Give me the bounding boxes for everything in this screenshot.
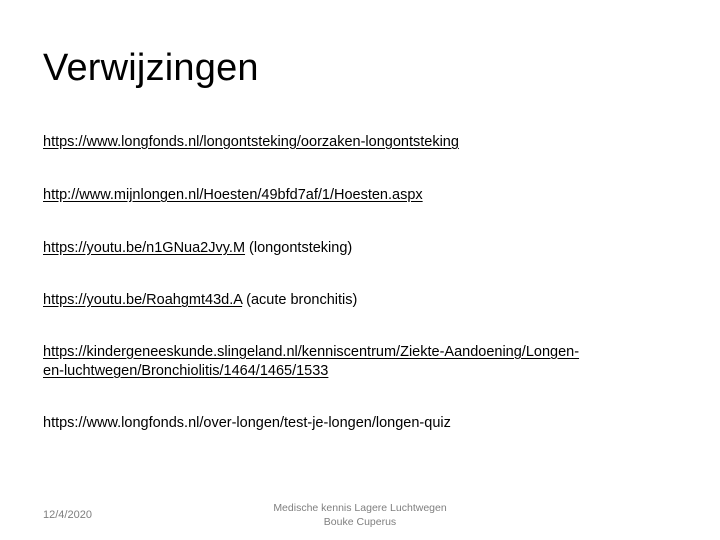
slide-title: Verwijzingen: [43, 47, 259, 89]
reference-note-4: (acute bronchitis): [242, 292, 358, 308]
footer-line-1: Medische kennis Lagere Luchtwegen: [273, 502, 447, 514]
reference-link-3[interactable]: https://youtu.be/n1GNua2Jvy.M: [43, 240, 246, 256]
footer-date: 12/4/2020: [43, 509, 92, 521]
reference-link-1[interactable]: https://www.longfonds.nl/longontsteking/oorzaken-longontsteking: [43, 134, 459, 150]
footer-center: [250, 501, 470, 529]
reference-item-3: [43, 239, 683, 258]
reference-note-3: (longontsteking): [245, 240, 353, 256]
reference-link-5-line-1: https://kindergeneeskunde.slingeland.nl/kenniscentrum/Ziekte-Aandoening/Longen-: [43, 344, 580, 360]
reference-item-1: [43, 133, 683, 152]
reference-item-5: [43, 343, 683, 381]
reference-link-5-line-2: en-luchtwegen/Bronchiolitis/1464/1465/1533: [43, 363, 329, 379]
reference-item-4: [43, 291, 683, 310]
reference-link-2[interactable]: http://www.mijnlongen.nl/Hoesten/49bfd7af/1/Hoesten.aspx: [43, 187, 423, 203]
footer-line-2: Bouke Cuperus: [323, 516, 397, 528]
reference-item-6: [43, 414, 683, 433]
reference-link-5[interactable]: [43, 344, 579, 379]
reference-item-2: [43, 186, 683, 205]
reference-link-4[interactable]: https://youtu.be/Roahgmt43d.A: [43, 292, 243, 308]
reference-text-6: https://www.longfonds.nl/over-longen/test-je-longen/longen-quiz: [43, 415, 451, 431]
